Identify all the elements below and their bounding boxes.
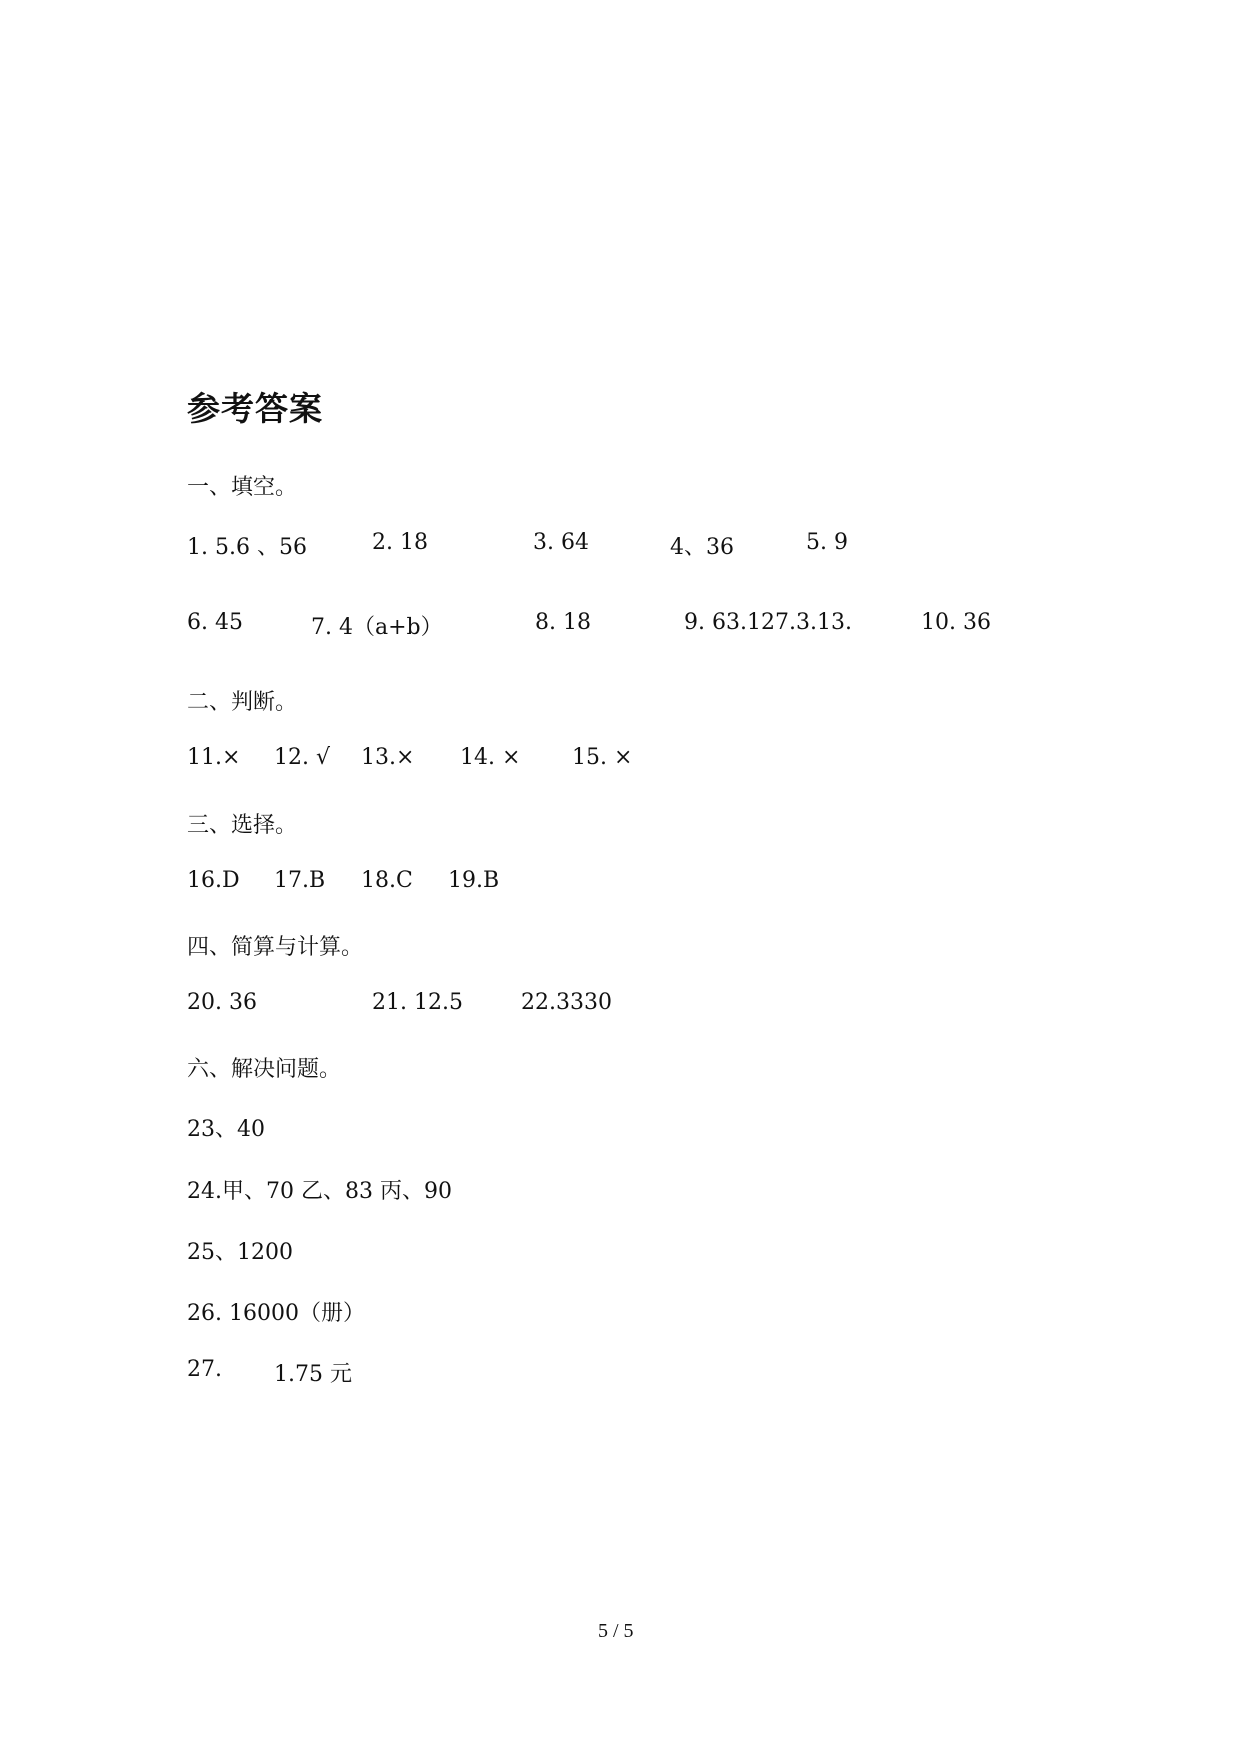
answer-16: 16.D bbox=[187, 868, 240, 893]
answer-10: 10. 36 bbox=[921, 610, 991, 635]
answer-2: 2. 18 bbox=[372, 530, 428, 555]
answer-7: 7. 4（a+b） bbox=[311, 615, 443, 640]
answer-8: 8. 18 bbox=[535, 610, 591, 635]
section-heading-problem-solving: 六、解决问题。 bbox=[187, 1057, 342, 1082]
section-heading-choice: 三、选择。 bbox=[187, 813, 298, 838]
answer-4: 4、36 bbox=[670, 535, 734, 560]
answer-15: 15. × bbox=[572, 745, 633, 770]
answer-26: 26. 16000（册） bbox=[187, 1301, 365, 1326]
page-title: 参考答案 bbox=[187, 389, 323, 428]
answer-24: 24.甲、70 乙、83 丙、90 bbox=[187, 1179, 452, 1204]
answer-12: 12. √ bbox=[274, 745, 330, 770]
answer-6: 6. 45 bbox=[187, 610, 243, 635]
section-heading-fill-blank: 一、填空。 bbox=[187, 475, 298, 500]
answer-1: 1. 5.6 、56 bbox=[187, 535, 307, 560]
answer-3: 3. 64 bbox=[533, 530, 589, 555]
answer-27-value: 1.75 元 bbox=[274, 1362, 352, 1387]
answer-17: 17.B bbox=[274, 868, 326, 893]
answer-21: 21. 12.5 bbox=[372, 990, 463, 1015]
answer-18: 18.C bbox=[361, 868, 413, 893]
answer-11: 11.× bbox=[187, 745, 241, 770]
answer-27-number: 27. bbox=[187, 1357, 222, 1382]
answer-13: 13.× bbox=[361, 745, 415, 770]
answer-14: 14. × bbox=[460, 745, 521, 770]
answer-9: 9. 63.127.3.13. bbox=[684, 610, 852, 635]
page-number: 5 / 5 bbox=[598, 1620, 634, 1642]
answer-20: 20. 36 bbox=[187, 990, 257, 1015]
answer-23: 23、40 bbox=[187, 1117, 265, 1142]
answer-5: 5. 9 bbox=[806, 530, 848, 555]
section-heading-judgment: 二、判断。 bbox=[187, 690, 298, 715]
answer-25: 25、1200 bbox=[187, 1240, 293, 1265]
answer-19: 19.B bbox=[448, 868, 500, 893]
answer-22: 22.3330 bbox=[521, 990, 612, 1015]
section-heading-calculation: 四、简算与计算。 bbox=[187, 935, 364, 960]
